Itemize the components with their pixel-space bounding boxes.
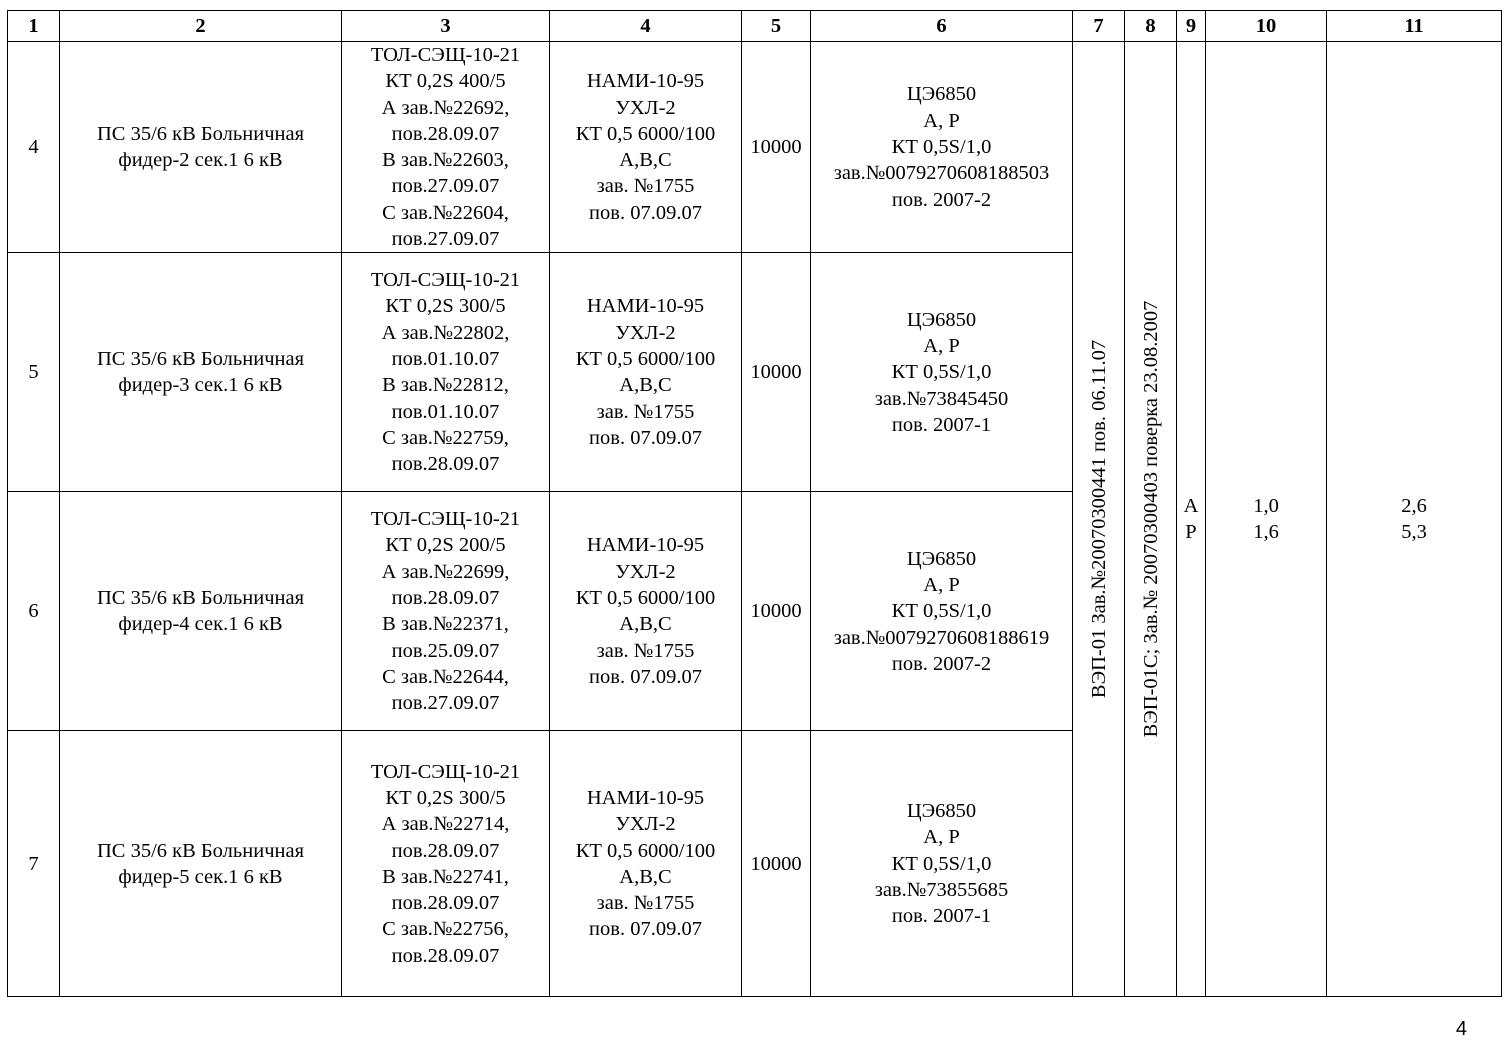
ct-line: пов.01.10.07 [391, 400, 500, 423]
vt-line: УХЛ-2 [615, 321, 676, 344]
page-number: 4 [1455, 1018, 1467, 1040]
vt-line: НАМИ-10-95 [586, 534, 705, 557]
meter-line: КТ 0,5S/1,0 [891, 361, 992, 384]
ct-line: В зав.№22371, [382, 613, 509, 636]
equipment-table [7, 10, 1502, 997]
ct-line: А зав.№22699, [381, 560, 510, 583]
vt-line: пов. 07.09.07 [589, 426, 702, 449]
vt-line: КТ 0,5 6000/100 [575, 348, 716, 371]
vt-line: А,В,С [619, 613, 672, 636]
ct-line: А зав.№22714, [381, 813, 510, 836]
meter-line: ЦЭ6850 [906, 800, 977, 823]
col10-merged-cell [1206, 42, 1327, 997]
vt-line: УХЛ-2 [615, 560, 676, 583]
ct-line: пов.01.10.07 [391, 348, 500, 371]
ct-line: А зав.№22802, [381, 321, 510, 344]
col8-merged-cell [1125, 42, 1177, 997]
object-name-cell [60, 731, 342, 997]
meter-line: пов. 2007-2 [891, 188, 992, 211]
meter-cell [811, 492, 1073, 731]
ct-line: КТ 0,2S 300/5 [385, 295, 506, 318]
voltage-transformer-cell [550, 253, 742, 492]
ct-line: КТ 0,2S 300/5 [385, 786, 506, 809]
ct-line: пов.28.09.07 [391, 587, 500, 610]
ct-line: КТ 0,2S 400/5 [385, 70, 506, 93]
col10-line: 1,6 [1253, 521, 1279, 544]
ct-line: ТОЛ-СЭЩ-10-21 [370, 508, 521, 531]
object-name-cell [60, 42, 342, 253]
meter-line: КТ 0,5S/1,0 [891, 852, 992, 875]
vt-line: пов. 07.09.07 [589, 201, 702, 224]
object-name-line: фидер-4 сек.1 6 кВ [118, 613, 283, 636]
row-number: 6 [8, 492, 60, 731]
ct-line: В зав.№22812, [382, 374, 509, 397]
object-name-line: ПС 35/6 кВ Больничная [96, 839, 304, 862]
ratio-cell: 10000 [742, 42, 811, 253]
meter-line: зав.№73855685 [874, 879, 1009, 902]
ct-line: пов.28.09.07 [391, 453, 500, 476]
col9-line: Р [1185, 521, 1197, 544]
current-transformer-cell [342, 492, 550, 731]
meter-line: зав.№0079270608188619 [833, 626, 1050, 649]
ct-line: пов.28.09.07 [391, 122, 500, 145]
vt-line: НАМИ-10-95 [586, 70, 705, 93]
meter-line: А, Р [923, 109, 960, 132]
ct-line: В зав.№22603, [382, 149, 509, 172]
voltage-transformer-cell [550, 492, 742, 731]
vt-line: А,В,С [619, 149, 672, 172]
object-name-line: ПС 35/6 кВ Больничная [96, 348, 304, 371]
object-name-line: фидер-2 сек.1 6 кВ [118, 149, 283, 172]
col11-line: 5,3 [1401, 521, 1427, 544]
col9-merged-cell [1177, 42, 1206, 997]
voltage-transformer-cell [550, 42, 742, 253]
vt-line: зав. №1755 [596, 892, 695, 915]
ct-line: В зав.№22741, [382, 865, 509, 888]
ratio-cell: 10000 [742, 253, 811, 492]
row-number: 4 [8, 42, 60, 253]
meter-line: пов. 2007-1 [891, 905, 992, 928]
meter-line: А, Р [923, 334, 960, 357]
meter-cell [811, 731, 1073, 997]
object-name-line: ПС 35/6 кВ Больничная [96, 587, 304, 610]
col11-line: 2,6 [1401, 494, 1427, 517]
vt-line: зав. №1755 [596, 639, 695, 662]
vt-line: пов. 07.09.07 [589, 665, 702, 688]
meter-cell [811, 253, 1073, 492]
header-col-2: 2 [60, 11, 342, 42]
meter-line: зав.№73845450 [874, 387, 1009, 410]
vt-line: пов. 07.09.07 [589, 918, 702, 941]
ratio-cell: 10000 [742, 731, 811, 997]
meter-line: ЦЭ6850 [906, 547, 977, 570]
header-col-6: 6 [811, 11, 1073, 42]
header-row [8, 11, 1502, 42]
vt-line: УХЛ-2 [615, 813, 676, 836]
object-name-line: фидер-5 сек.1 6 кВ [118, 865, 283, 888]
ct-line: пов.25.09.07 [391, 639, 500, 662]
row-number: 5 [8, 253, 60, 492]
ct-line: ТОЛ-СЭЩ-10-21 [370, 44, 521, 66]
header-col-5: 5 [742, 11, 811, 42]
table-row [8, 42, 1502, 253]
ct-line: С зав.№22759, [382, 426, 509, 449]
meter-line: А, Р [923, 826, 960, 849]
col7-merged-cell [1073, 42, 1125, 997]
ct-line: ТОЛ-СЭЩ-10-21 [370, 760, 521, 783]
vt-line: А,В,С [619, 865, 672, 888]
header-col-11: 11 [1327, 11, 1502, 42]
header-col-4: 4 [550, 11, 742, 42]
header-col-8: 8 [1125, 11, 1177, 42]
vt-line: НАМИ-10-95 [586, 786, 705, 809]
vt-line: КТ 0,5 6000/100 [575, 122, 716, 145]
object-name-line: ПС 35/6 кВ Больничная [96, 122, 304, 145]
ct-line: С зав.№22604, [382, 201, 509, 224]
col9-line: А [1183, 494, 1199, 517]
ct-line: пов.28.09.07 [391, 839, 500, 862]
header-col-10: 10 [1206, 11, 1327, 42]
col7-vertical-text: ВЭП-01 Зав.№20070300441 пов. 06.11.07 [1087, 340, 1110, 699]
ct-line: пов.27.09.07 [391, 228, 500, 251]
vt-line: УХЛ-2 [615, 96, 676, 119]
meter-line: ЦЭ6850 [906, 308, 977, 331]
header-col-3: 3 [342, 11, 550, 42]
object-name-cell [60, 492, 342, 731]
object-name-line: фидер-3 сек.1 6 кВ [118, 374, 283, 397]
vt-line: КТ 0,5 6000/100 [575, 587, 716, 610]
vt-line: зав. №1755 [596, 175, 695, 198]
ct-line: А зав.№22692, [381, 96, 510, 119]
meter-line: КТ 0,5S/1,0 [891, 136, 992, 159]
vt-line: А,В,С [619, 374, 672, 397]
ct-line: КТ 0,2S 200/5 [385, 534, 506, 557]
current-transformer-cell [342, 731, 550, 997]
meter-line: пов. 2007-1 [891, 413, 992, 436]
vt-line: зав. №1755 [596, 400, 695, 423]
header-col-9: 9 [1177, 11, 1206, 42]
ct-line: пов.28.09.07 [391, 892, 500, 915]
meter-cell [811, 42, 1073, 253]
vt-line: НАМИ-10-95 [586, 295, 705, 318]
current-transformer-cell [342, 42, 550, 253]
meter-line: ЦЭ6850 [906, 83, 977, 106]
col8-vertical-text: ВЭП-01С; Зав.№ 20070300403 поверка 23.08.2007 [1139, 300, 1162, 738]
ct-line: ТОЛ-СЭЩ-10-21 [370, 269, 521, 292]
ct-line: пов.27.09.07 [391, 692, 500, 715]
row-number: 7 [8, 731, 60, 997]
meter-line: зав.№0079270608188503 [833, 162, 1050, 185]
vt-line: КТ 0,5 6000/100 [575, 839, 716, 862]
ct-line: С зав.№22756, [382, 918, 509, 941]
current-transformer-cell [342, 253, 550, 492]
meter-line: А, Р [923, 573, 960, 596]
ct-line: С зав.№22644, [382, 665, 509, 688]
voltage-transformer-cell [550, 731, 742, 997]
ct-line: пов.27.09.07 [391, 175, 500, 198]
object-name-cell [60, 253, 342, 492]
col10-line: 1,0 [1253, 494, 1279, 517]
meter-line: пов. 2007-2 [891, 652, 992, 675]
meter-line: КТ 0,5S/1,0 [891, 600, 992, 623]
ratio-cell: 10000 [742, 492, 811, 731]
ct-line: пов.28.09.07 [391, 944, 500, 967]
header-col-1: 1 [8, 11, 60, 42]
col11-merged-cell [1327, 42, 1502, 997]
header-col-7: 7 [1073, 11, 1125, 42]
